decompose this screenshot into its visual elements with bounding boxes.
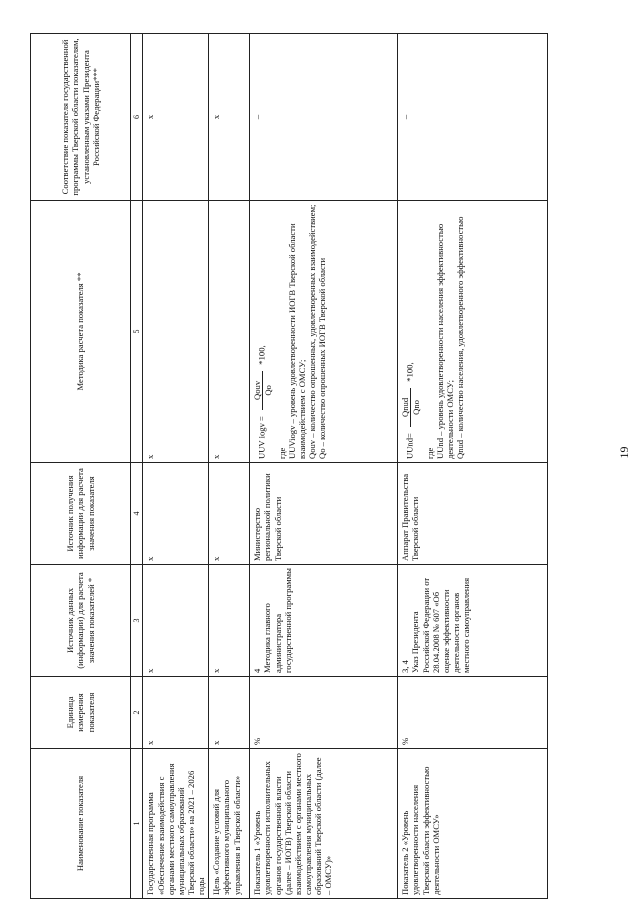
table-row (398, 34, 548, 899)
col-number: 5 (131, 201, 143, 463)
row-method-cell (250, 201, 398, 463)
formula-right: *100, (404, 362, 415, 382)
row-name: Цель «Создание условий для эффективного муниципального управления в Тверской области» (209, 749, 250, 899)
row-name: Государственная программа «Обеспечение взаимодействия с органами местного самоуправления муниципальных образований Тверской области» на 2021 – 2026 годы (143, 749, 209, 899)
row-origin: Министерство региональной политики Тверской области (250, 463, 398, 565)
formula-line: Qo – количество опрошенных ИОГВ Тверской области (317, 257, 328, 459)
table-row (143, 34, 209, 899)
row-match: – (250, 34, 398, 201)
row-unit: х (209, 677, 250, 749)
row-source: Методика главного администратора государственной программы (262, 568, 293, 673)
row-source-cell (398, 565, 548, 677)
formula-line: UUViogv – уровень удовлетворенности ИОГВ Тверской области взаимодействием с ОМСУ; (286, 223, 307, 459)
col-number: 3 (131, 565, 143, 677)
row-origin: х (143, 463, 209, 565)
row-method: х (143, 201, 209, 463)
header-source: Источник данных (информации) для расчета значения показателей * (31, 565, 131, 677)
row-method: х (209, 201, 250, 463)
header-origin: Источник получения информации для расчета значения показателя (31, 463, 131, 565)
formula-line: UUnd – уровень удовлетворенности населения эффективностью деятельности ОМСУ; (434, 223, 455, 459)
row-match: х (209, 34, 250, 201)
column-number-row (131, 34, 143, 899)
row-unit: х (143, 677, 209, 749)
formula (252, 204, 273, 459)
indicators-table (30, 33, 548, 899)
row-source-num: 4 (252, 668, 263, 673)
row-match: х (143, 34, 209, 201)
row-source: х (143, 565, 209, 677)
col-number: 2 (131, 677, 143, 749)
formula-left: UUV iogv = (256, 416, 267, 459)
row-source-cell (250, 565, 398, 677)
formula-right: *100, (256, 345, 267, 365)
formula-line: Qouv – количество опрошенных, удовлетворенных взаимодействием; (306, 204, 317, 459)
col-number: 6 (131, 34, 143, 201)
formula-numerator: Qouv (252, 371, 263, 410)
row-origin: х (209, 463, 250, 565)
formula-line: Qnud – количество населения, удовлетворенного эффективностью (454, 216, 465, 459)
header-name: Наименование показателя (31, 749, 131, 899)
header-unit: Единица измерения показателя (31, 677, 131, 749)
row-origin: Аппарат Правительства Тверской области (398, 463, 548, 565)
formula-left: UUnd= (404, 433, 415, 459)
table-row (250, 34, 398, 899)
formula-denominator: Qno (411, 400, 422, 415)
formula-where: где (276, 447, 287, 459)
row-source: Указ Президента Российской Федерации от 28.04.2008 № 607 «Об оценке эффективности деятельности органов местного самоуправления (410, 577, 472, 673)
header-match: Соответствие показателя государственной программы Тверской области показателям, установленным указами Президента Российской Федерации*** (31, 34, 131, 201)
row-match: – (398, 34, 548, 201)
row-name: Показатель 1 «Уровень удовлетворенности исполнительных органов государственной власти (далее – ИОГВ) Тверской области взаимодействием с органами местного самоуправления муниципальных образований Тверской области (далее – ОМСУ)» (250, 749, 398, 899)
formula-fraction (400, 388, 421, 427)
row-method-cell (398, 201, 548, 463)
formula (400, 204, 421, 459)
col-number: 1 (131, 749, 143, 899)
formula-where: где (424, 447, 435, 459)
header-row (31, 34, 131, 899)
row-unit: % (398, 677, 548, 749)
row-name: Показатель 2 «Уровень удовлетворенности населения Тверской области эффективностью деятельности ОМСУ» (398, 749, 548, 899)
row-source: х (209, 565, 250, 677)
table-row (209, 34, 250, 899)
formula-numerator: Qnud (400, 388, 411, 427)
col-number: 4 (131, 463, 143, 565)
header-method: Методика расчета показателя ** (31, 201, 131, 463)
page-number: 19 (617, 446, 631, 459)
formula-fraction (252, 371, 273, 410)
row-source-num: 3, 4 (400, 660, 411, 673)
formula-denominator: Qo (263, 385, 274, 396)
row-unit: % (250, 677, 398, 749)
